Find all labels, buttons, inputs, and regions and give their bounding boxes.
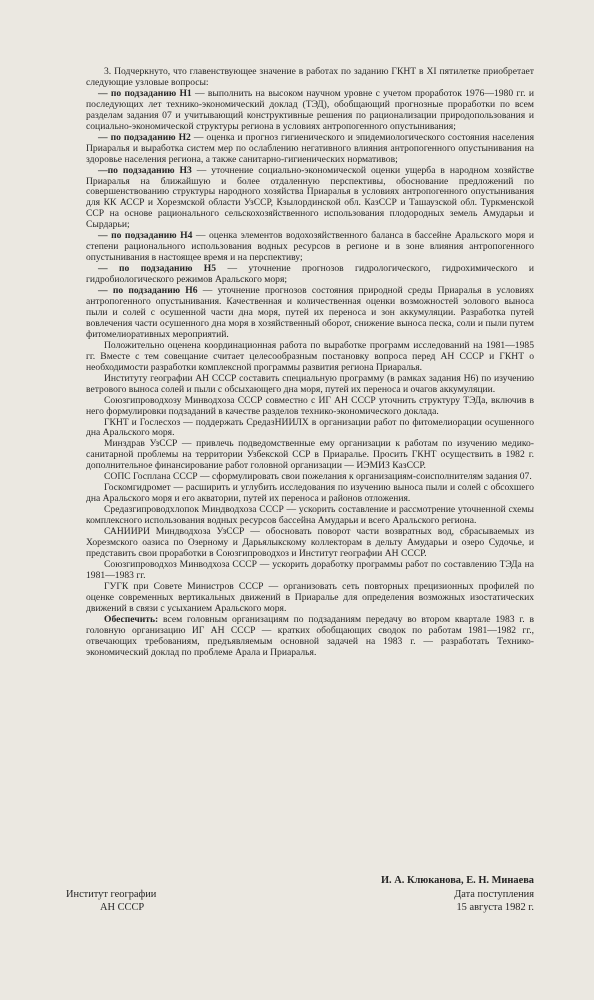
subtask-lead: —по подзаданию Н3 — [98, 164, 192, 176]
paragraph-saniiri: САНИИРИ Миндводхоза УзССР — обосновать поворот части возвратных вод, сбрасываемых из Хорезмского оазиса по Озерному и Дарьялыкскому коллекторам в дельту Амударьи и озеро Судочье, и представить свои проработки в Союзгипроводхоз и Институт географии АН СССР. — [86, 526, 534, 559]
paragraph-sredazgiprovodkhlopok: Средазгипроводхлопок Миндводхоза СССР — ускорить составление и рассмотрение уточненной схемы комплексного использования водных ресурсов бассейна Амударьи и всего Аральского региона. — [86, 504, 534, 527]
paragraph-geography-institute: Институту географии АН СССР составить специальную программу (в рамках задания Н6) по изучению ветрового выноса солей и пыли с обсыхающего дна моря, путей их переноса и очагов аккумуляции. — [86, 372, 534, 395]
subtask-lead: — по подзаданию Н5 — [98, 263, 217, 275]
paragraph-coordination: Положительно оценена координационная работа по выработке программ исследований на 1981—1985 гг. Вместе с тем совещание считает целесообразным постановку вопроса перед АН СССР и ГКНТ о необходимости разработки комплексной программы развития региона Приаралья. — [86, 339, 534, 373]
subtask-lead: — по подзаданию Н4 — [98, 230, 193, 242]
subtask-lead: — по подзаданию Н1 — [98, 87, 192, 99]
paragraph-goskomgidromet: Госкомгидромет — расширить и углубить исследования по изучению выноса пыли и солей с обсохшего дна Аральского моря и его акватории, путей их переноса и районов отложения. — [86, 482, 534, 505]
paragraph-subtask-h6: — по подзаданию Н6 — уточнение прогнозов состояния природной среды Приаралья в условиях антропогенного опустынивания. Качественная и количественная оценки возможностей эолового выноса пыли и солей с осушенной части дна моря, путей их переноса и зон аккумуляции. Разработка путей вовлечения части осушенного дна моря в хозяйственный оборот, снижение выноса песка, соли и пыли путем фитомелиоративных мероприятий. — [86, 285, 534, 340]
institute-affiliation — [66, 888, 246, 914]
subtask-lead: — по подзаданию Н2 — [98, 131, 191, 143]
paragraph-intro: 3. Подчеркнуто, что главенствующее значение в работах по заданию ГКНТ в XI пятилетке приобретает следующие узловые вопросы: — [86, 66, 534, 88]
paragraph-sops: СОПС Госплана СССР — сформулировать свои пожелания к организациям-соисполнителям задания 07. — [104, 471, 532, 483]
received-date-block — [380, 888, 534, 914]
paragraph-soyuzgiprovodkhoz: Союзгипроводхозу Минводхоза СССР совместно с ИГ АН СССР уточнить структуру ТЭДа, включив в него формулировки подзаданий в качестве разделов технико-экономического доклада. — [86, 394, 534, 417]
paragraph-gugk: ГУГК при Совете Министров СССР — организовать сеть повторных прецизионных профилей по оценке современных вертикальных движений в Приаралье для определения возможных изостатических движений в связи с усыханием Аральского моря. — [86, 580, 534, 614]
paragraph-gknt-gosleskhoz: ГКНТ и Гослесхоз — поддержать СредазНИИЛХ в организации работ по фитомелиорации осушенного дна Аральского моря. — [86, 416, 534, 439]
paragraph-subtask-h2: — по подзаданию Н2 — оценка и прогноз гигиенического и эпидемиологического состояния населения Приаралья и выработка систем мер по ослаблению негативного влияния антропогенного опустынивания на здоровье населения региона, а также санитарно-гигиенических нормативов; — [86, 131, 534, 165]
paragraph-ensure: Обеспечить: всем головным организациям по подзаданиям передачу во втором квартале 1983 г. в головную организацию ИГ АН СССР — кратких обобщающих сводок по работам 1981—1982 гг., отвечающих требованиям, предъявляемым основной задачей на 1983 г. — разработать Технико-экономический доклад по проблеме Арала и Приаралья. — [86, 613, 534, 658]
ensure-lead: Обеспечить: — [104, 613, 159, 625]
received-label: Дата поступления — [454, 889, 534, 900]
paragraph-soyuzgiprovodkhoz-ted: Союзгипроводхоз Минводхоза СССР — ускорить доработку программы работ по составлению ТЭДа на 1981—1983 гг. — [86, 558, 534, 581]
paragraph-subtask-h3: —по подзаданию Н3 — уточнение социально-экономической оценки ущерба в народном хозяйстве Приаралья на ближайшую и более отдаленную перспективы, обоснование предложений по совершенствованию структуры народного хозяйства Приаралья в условиях антропогенного опустынивания для КК АССР и Хорезмской области УзССР, Кзылординской обл. КазССР и Ташаузской обл. Туркменской ССР на основе рационального сельскохозяйственного использования плодородных земель Амударьи и Сырдарьи; — [86, 164, 534, 231]
subtask-lead: — по подзаданию Н6 — [98, 285, 198, 297]
institute-line-2: АН СССР — [100, 902, 145, 913]
authors: И. А. Клюканова, Е. Н. Минаева — [380, 875, 534, 886]
body-text — [86, 67, 534, 658]
institute-line-1: Институт географии — [66, 889, 157, 900]
paragraph-subtask-h1: — по подзаданию Н1 — выполнить на высоком научном уровне с учетом проработок 1976—1980 гг. и последующих лет технико-экономический доклад (ТЭД), обобщающий прогнозные проработки по всем разделам задания 07 и учитывающий конструктивные решения по рационализации природопользования и социально-экономической структуры региона в условиях антропогенного опустынивания; — [86, 87, 534, 132]
received-date: 15 августа 1982 г. — [456, 902, 534, 913]
paragraph-subtask-h5: — по подзаданию Н5 — уточнение прогнозов гидрологического, гидрохимического и гидробиологического режимов Аральского моря; — [86, 263, 534, 286]
paragraph-minzdrav: Минздрав УзССР — привлечь подведомственные ему организации к работам по изучению медико-санитарной проблемы на территории Узбекской ССР в Приаралье. Просить ГКНТ осуществить в 1982 г. дополнительное финансирование работ головной организации — ИЭМИЗ КазССР. — [86, 438, 534, 472]
paragraph-subtask-h4: — по подзаданию Н4 — оценка элементов водохозяйственного баланса в бассейне Аральского моря и степени рационального использования водных ресурсов в регионе и в зоне влияния антропогенного опустынивания в настоящее время и на перспективу; — [86, 230, 534, 264]
